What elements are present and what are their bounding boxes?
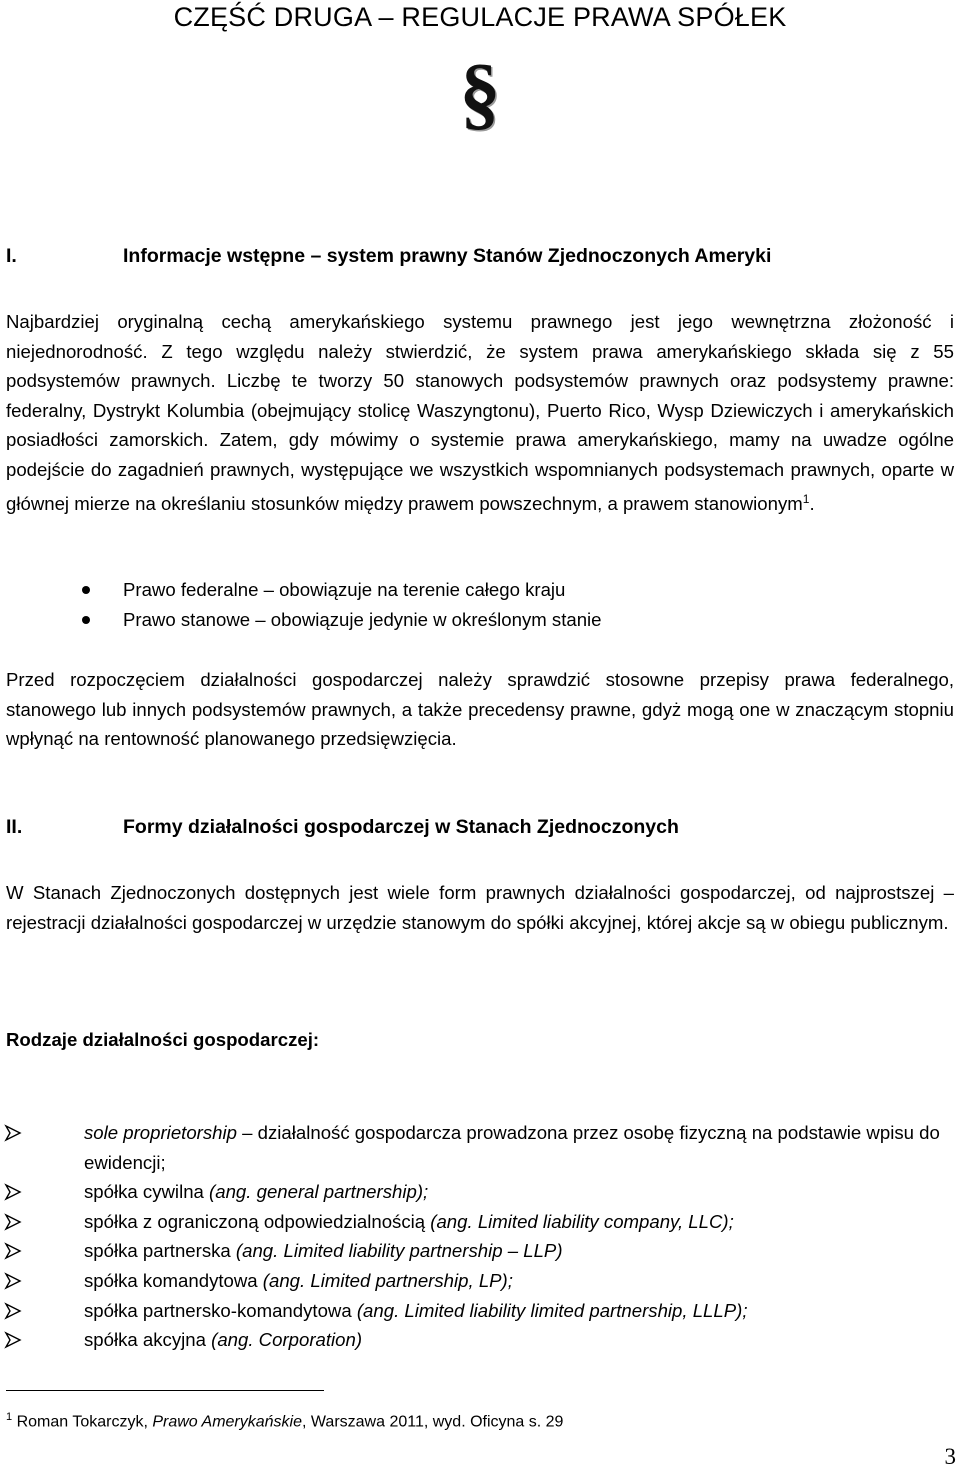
business-types-list	[0, 1118, 960, 1355]
list-item-name: spółka cywilna	[84, 1181, 204, 1203]
list-item	[0, 1296, 960, 1326]
arrow-bullet-icon	[4, 1302, 22, 1320]
business-forms-paragraph: W Stanach Zjednoczonych dostępnych jest wiele form prawnych działalności gospodarczej, od najprostszej – rejestracji działalności gospodarczej w urzędzie stanowym do spółki akcyjnej, której akcje są w obiegu publicznym.	[6, 882, 954, 933]
bullet-icon	[82, 586, 90, 594]
page-number: 3	[944, 1444, 956, 1469]
section-2-number: II.	[6, 816, 23, 838]
list-item-name: spółka z ograniczoną odpowiedzialnością	[84, 1210, 426, 1232]
bullet-icon	[82, 616, 90, 624]
arrow-bullet-icon	[4, 1272, 22, 1290]
list-item	[0, 1177, 960, 1207]
list-item-english: (ang. Corporation)	[205, 1329, 363, 1351]
footnote-work-title: Prawo Amerykańskie	[152, 1413, 303, 1431]
list-item	[0, 1266, 960, 1296]
list-item-english: (ang. general partnership);	[203, 1181, 429, 1203]
list-item-name: spółka akcyjna	[84, 1329, 206, 1351]
page-title: CZĘŚĆ DRUGA – REGULACJE PRAWA SPÓŁEK	[173, 2, 787, 32]
section-2-title: Formy działalności gospodarczej w Stanach Zjednoczonych	[123, 816, 679, 838]
section-1-heading	[6, 245, 954, 268]
section-2-heading	[6, 816, 954, 839]
intro-paragraph	[6, 307, 954, 518]
arrow-bullet-icon	[4, 1331, 22, 1349]
list-item	[0, 605, 960, 635]
business-types-subheading: Rodzaje działalności gospodarczej:	[6, 1029, 320, 1050]
list-item-name: spółka komandytowa	[84, 1269, 258, 1291]
list-item	[0, 1118, 960, 1177]
intro-paragraph-end: .	[809, 492, 815, 514]
arrow-bullet-icon	[4, 1213, 22, 1231]
intro-paragraph-text: Najbardziej oryginalną cechą amerykańskiego systemu prawnego jest jego wewnętrzna złożoność i niejednorodność. Z tego względu należy stwierdzić, że system prawa amerykańskiego składa się z 55 podsystemów prawnych. Liczbę te tworzy 50 stanowych podsystemów prawnych oraz podsystemy prawne: federalny, Dystrykt Kolumbia (obejmujący stolicę Waszyngtonu), Puerto Rico, Wysp Dziewiczych i amerykańskich posiadłości zamorskich. Zatem, gdy mówimy o systemie prawa amerykańskiego, mamy na uwadze ogólne podejście do zagadnień prawnych, występujące we wszystkich wspomnianych podsystemach prawnych, oparte w głównej mierze na określaniu stosunków między prawem powszechnym, a prawem stanowionym	[6, 311, 954, 514]
list-item-english: (ang. Limited liability limited partnership, LLLP);	[351, 1299, 748, 1321]
list-item-english: (ang. Limited partnership, LP);	[257, 1269, 513, 1291]
list-item-english: (ang. Limited liability partnership – LLP)	[230, 1240, 563, 1262]
section-symbol: §	[459, 47, 501, 138]
business-start-paragraph: Przed rozpoczęciem działalności gospodarczej należy sprawdzić stosowne przepisy prawa federalnego, stanowego lub innych podsystemów prawnych, a także precedensy prawne, gdyż mogą one w znaczącym stopniu wpłynąć na rentowność planowanego przedsięwzięcia.	[6, 669, 954, 750]
law-types-list	[0, 575, 960, 635]
section-1-number: I.	[6, 245, 17, 267]
list-item-name: spółka partnersko-komandytowa	[84, 1299, 352, 1321]
list-item	[0, 1236, 960, 1266]
footnote-publication: , Warszawa 2011, wyd. Oficyna s. 29	[302, 1413, 564, 1431]
section-1-title: Informacje wstępne – system prawny Stanów Zjednoczonych Ameryki	[123, 245, 772, 267]
footnote	[6, 1404, 563, 1435]
list-item-description: – działalność gospodarcza prowadzona przez osobę fizyczną na podstawie wpisu do ewidencji;	[84, 1122, 940, 1173]
list-item-english: (ang. Limited liability company, LLC);	[425, 1210, 734, 1232]
arrow-bullet-icon	[4, 1242, 22, 1260]
footnote-reference[interactable]: 1	[802, 491, 810, 506]
list-item-text: Prawo federalne – obowiązuje na terenie całego kraju	[123, 579, 566, 600]
list-item-name: sole proprietorship	[84, 1122, 237, 1143]
footnote-marker: 1	[6, 1411, 13, 1423]
list-item	[0, 1325, 960, 1355]
list-item	[0, 575, 960, 605]
arrow-bullet-icon	[4, 1183, 22, 1201]
arrow-bullet-icon	[4, 1124, 22, 1142]
list-item-text: Prawo stanowe – obowiązuje jedynie w określonym stanie	[123, 609, 602, 630]
list-item	[0, 1207, 960, 1237]
footnote-divider	[6, 1390, 324, 1391]
footnote-author: Roman Tokarczyk,	[16, 1413, 153, 1431]
list-item-name: spółka partnerska	[84, 1240, 231, 1262]
